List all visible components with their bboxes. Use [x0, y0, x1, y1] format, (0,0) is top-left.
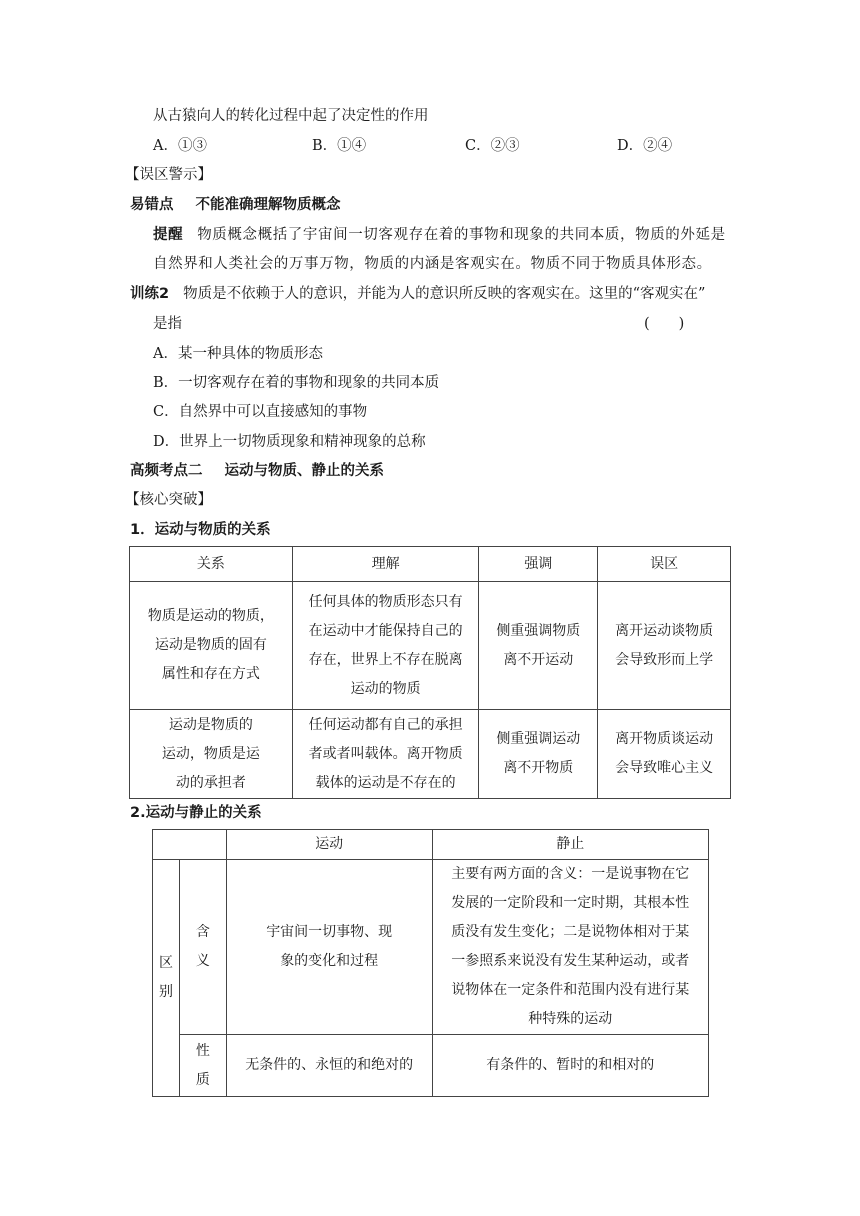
table-header-empty — [153, 830, 227, 860]
table-row — [130, 582, 731, 710]
table-cell: 物质是运动的物质， 运动是物质的固有 属性和存在方式 — [130, 582, 293, 710]
training-option-a: A．某一种具体的物质形态 — [153, 346, 323, 362]
table-header: 关系 — [130, 547, 293, 582]
table-header: 静止 — [432, 830, 709, 860]
mistake-title: 不能准确理解物质概念 — [195, 197, 341, 213]
option-b: B．①④ — [312, 138, 367, 154]
table-cell: 主要有两方面的含义：一是说事物在它 发展的一定阶段和一定时期，其根本性 质没有发生变化；二是说物体相对于某 一参照系来说没有发生某种运动，或者 说物体在一定条件和范围内没有进行某 种特殊的运动 — [432, 860, 709, 1035]
motion-rest-table — [152, 829, 709, 1097]
table-cell: 宇宙间一切事物、现 象的变化和过程 — [226, 860, 432, 1035]
table-row — [153, 1035, 709, 1097]
training-option-c: C．自然界中可以直接感知的事物 — [153, 404, 368, 420]
row-label-cell: 性 质 — [179, 1035, 226, 1097]
training-line-2: 是指 — [153, 316, 182, 332]
hint-line-2: 自然界和人类社会的万事万物，物质的内涵是客观实在。物质不同于物质具体形态。 — [153, 256, 712, 272]
answer-parentheses: ( ) — [644, 316, 685, 332]
table-cell: 运动是物质的 运动，物质是运 动的承担者 — [130, 710, 293, 799]
subheading-1: 1．运动与物质的关系 — [130, 522, 271, 538]
training-line-1: 训练2 物质是不依赖于人的意识，并能为人的意识所反映的客观实在。这里的“客观实在” — [130, 286, 706, 302]
table-header: 误区 — [598, 547, 731, 582]
table-header-row — [130, 547, 731, 582]
table-cell: 任何运动都有自己的承担 者或者叫载体。离开物质 载体的运动是不存在的 — [292, 710, 479, 799]
table-cell: 离开运动谈物质 会导致形而上学 — [598, 582, 731, 710]
table-header: 运动 — [226, 830, 432, 860]
table-cell: 侧重强调运动 离不开物质 — [479, 710, 598, 799]
table-row — [153, 860, 709, 1035]
section-header-core: 【核心突破】 — [125, 492, 212, 508]
mistake-heading — [130, 193, 341, 214]
training-option-d: D．世界上一切物质现象和精神现象的总称 — [153, 434, 426, 450]
training-option-b: B．一切客观存在着的事物和现象的共同本质 — [153, 375, 440, 391]
subheading-2: 2.运动与静止的关系 — [130, 805, 262, 821]
option-c: C．②③ — [465, 138, 520, 154]
section-header-warning: 【误区警示】 — [125, 167, 212, 183]
table-cell: 侧重强调物质 离不开运动 — [479, 582, 598, 710]
row-label-cell: 含 义 — [179, 860, 226, 1035]
table-header-row — [153, 830, 709, 860]
hint-label: 提醒 — [153, 227, 184, 243]
section-2-heading: 高频考点二 运动与物质、静止的关系 — [130, 463, 384, 479]
table-header: 理解 — [292, 547, 479, 582]
group-label-cell: 区 别 — [153, 860, 180, 1097]
training-label: 训练2 — [130, 286, 170, 302]
motion-matter-table — [129, 546, 731, 799]
hint-line-1: 提醒 物质概念概括了宇宙间一切客观存在着的事物和现象的共同本质，物质的外延是 — [153, 227, 726, 243]
table-cell: 无条件的、永恒的和绝对的 — [226, 1035, 432, 1097]
table-row — [130, 710, 731, 799]
table-cell: 有条件的、暂时的和相对的 — [432, 1035, 709, 1097]
option-d: D．②④ — [617, 138, 673, 154]
option-a: A．①③ — [153, 138, 207, 154]
question-continuation: 从古猿向人的转化过程中起了决定性的作用 — [153, 108, 429, 124]
mistake-label: 易错点 — [130, 197, 174, 213]
table-cell: 任何具体的物质形态只有 在运动中才能保持自己的 存在，世界上不存在脱离 运动的物质 — [292, 582, 479, 710]
table-header: 强调 — [479, 547, 598, 582]
table-cell: 离开物质谈运动 会导致唯心主义 — [598, 710, 731, 799]
